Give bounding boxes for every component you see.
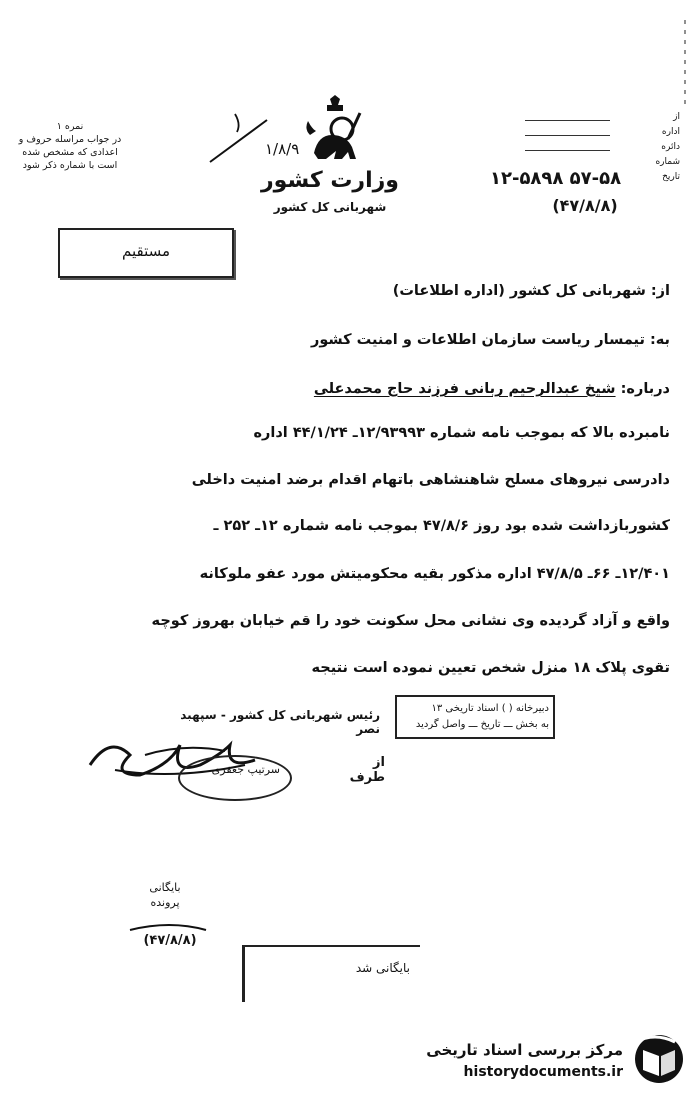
registration-stamp-line: به بخش ـــ تاریخ ـــ واصل گردید	[415, 719, 549, 730]
reference-date: (۴۷/۸/۸)	[552, 196, 618, 215]
oval-stamp-text: سرتیپ جعفری	[211, 763, 280, 776]
body-line: واقع و آزاد گردیده وی نشانی محل سکونت خود را قم خیابان بهروز کوچه	[151, 613, 670, 629]
form-note-line: اعدادی که مشخص شده	[22, 147, 118, 158]
watermark-book-logo-icon	[627, 1032, 687, 1086]
archive-underline	[128, 920, 208, 934]
archive-date: (۴۷/۸/۸)	[143, 933, 197, 948]
ref-label: شماره	[655, 157, 680, 167]
form-note-line: نمره ۱	[56, 121, 84, 132]
archive-note	[130, 880, 200, 910]
body-line: دادرسی نیروهای مسلح شاهنشاهی باتهام اقدام برضد امنیت داخلی	[191, 472, 670, 488]
ref-label: از	[673, 112, 680, 122]
signatory-title: رئیس شهربانی کل کشور - سپهبد نصر	[180, 708, 380, 736]
subject-label: درباره:	[620, 381, 670, 397]
from-line: از: شهربانی کل کشور (اداره اطلاعات)	[392, 283, 670, 299]
handwritten-date	[205, 112, 300, 172]
registration-stamp	[395, 695, 555, 739]
form-note-line: است با شماره ذکر شود	[22, 160, 118, 171]
reference-number: ۱۲-۵۸۹۸ ۵۷-۵۸	[490, 168, 622, 189]
ref-label: تاریخ	[662, 172, 680, 182]
ref-label: اداره	[661, 127, 680, 137]
direct-stamp	[58, 228, 234, 278]
to-line: به: تیمسار ریاست سازمان اطلاعات و امنیت کشور	[310, 332, 670, 348]
archive-note-line: بایگانی	[149, 881, 181, 894]
handwritten-date-text: ۱/۸/۹	[265, 140, 300, 158]
subject-value: شیخ عبدالرحیم ربانی فرزند حاج محمدعلی	[313, 381, 616, 397]
body-line: تقوی پلاک ۱۸ منزل شخص تعیین نموده است نتیجه	[311, 660, 670, 676]
watermark-title: مرکز بررسی اسناد تاریخی	[426, 1041, 623, 1059]
body-line: ۱۲/۴۰۱ـ ۶۶ـ ۴۷/۸/۵ اداره مذکور بقیه محکومیتش مورد عفو ملوکانه	[199, 566, 670, 582]
form-note-line: در جواب مراسله حروف و	[18, 134, 122, 145]
archived-box-text: بایگانی شد	[355, 961, 410, 975]
watermark-url: historydocuments.ir	[463, 1064, 623, 1080]
oval-stamp	[178, 755, 292, 801]
ref-label: دائره	[661, 142, 680, 152]
lion-and-sun-emblem-icon	[300, 95, 370, 175]
on-behalf-label: از طرف	[349, 755, 385, 785]
ministry-title: وزارت کشور	[261, 168, 399, 193]
direct-stamp-text: مستقیم	[121, 242, 171, 260]
form-note	[0, 120, 140, 172]
edge-marks	[680, 20, 690, 110]
archive-note-line: پرونده	[150, 896, 180, 909]
registration-stamp-line: دبیرخانه ( ) اسناد تاریخی ۱۳	[431, 703, 549, 714]
subject-line	[150, 381, 670, 397]
sub-ministry-title: شهربانی کل کشور	[273, 200, 387, 214]
body-line: نامبرده بالا که بموجب نامه شماره ۱۲/۹۳۹۹۳ـ ۴۴/۱/۲۴ اداره	[253, 425, 670, 441]
archived-box	[242, 945, 420, 1002]
body-line: کشوربازداشت شده بود روز ۴۷/۸/۶ بموجب نامه شماره ۱۲ـ ۲۵۲ ـ	[213, 518, 670, 534]
